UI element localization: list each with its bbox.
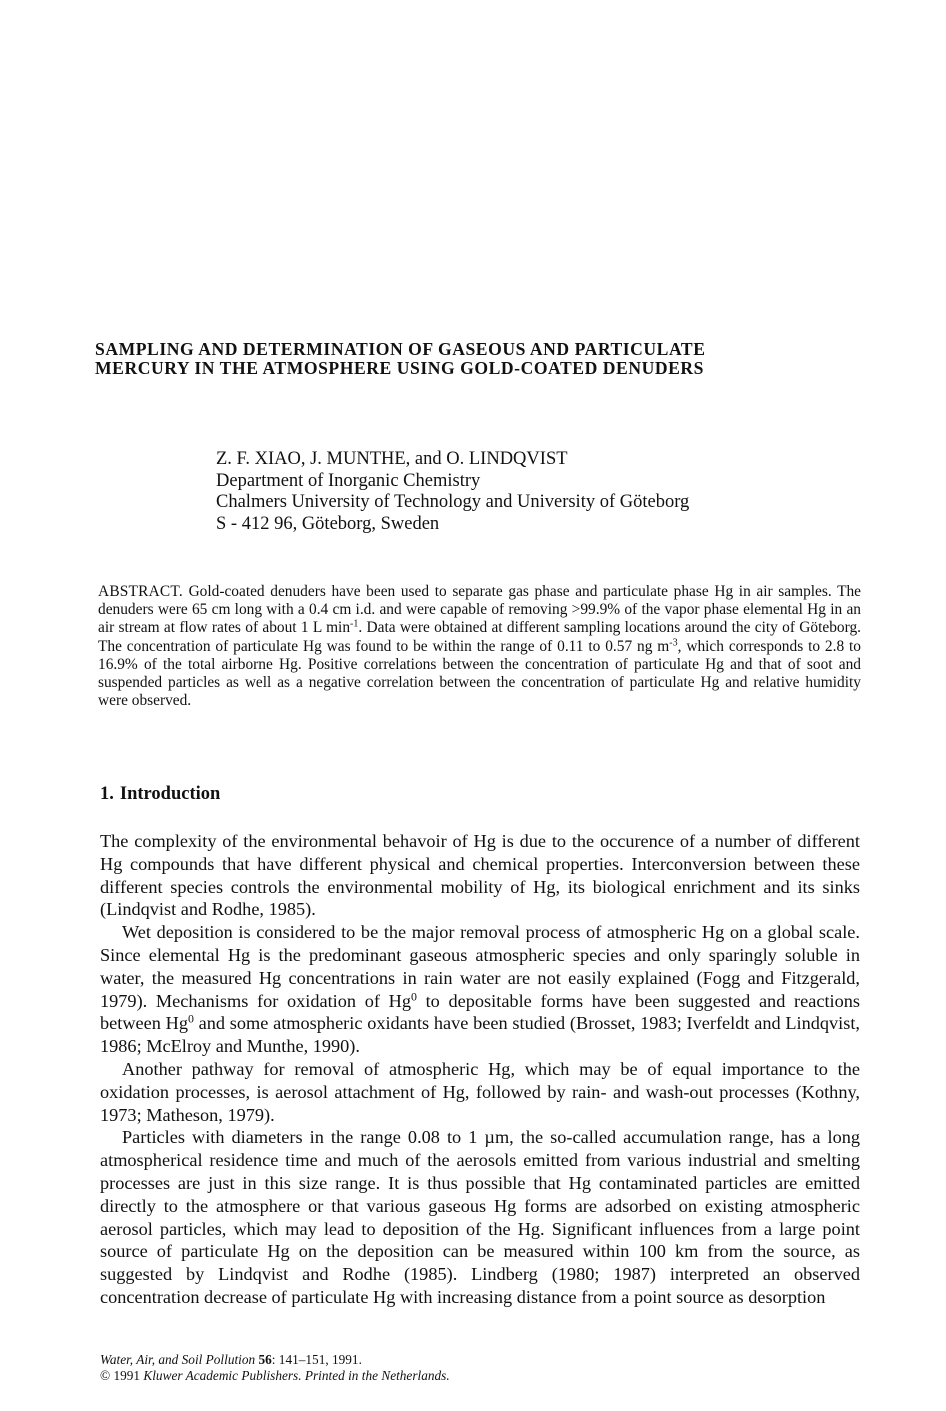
page-footer <box>100 1352 450 1385</box>
citation-line <box>100 1352 450 1368</box>
section-title: Introduction <box>119 784 221 804</box>
abstract-text-2: . Data were obtained at different sampling locations around the city of Göteborg. The concentration of particulate Hg was found to be within the range of 0.11 to 0.57 ng m <box>98 619 861 655</box>
journal-pages: : 141–151, 1991. <box>271 1352 362 1367</box>
author-department: Department of Inorganic Chemistry <box>216 470 481 491</box>
journal-volume: 56 <box>258 1352 272 1367</box>
copyright-symbol: © <box>100 1368 111 1384</box>
paragraph-2-text-c: and some atmospheric oxidants have been studied (Brosset, 1983; Iverfeldt and Lindqvist, 1986; McElroy and Munthe, 1990). <box>100 1013 860 1057</box>
paragraph-2-superscript-1: 0 <box>410 989 417 1004</box>
abstract-superscript-2: -3 <box>669 637 678 649</box>
section-number: 1. <box>100 784 114 804</box>
introduction-body <box>100 830 860 1309</box>
paragraph-3: Another pathway for removal of atmospheric Hg, which may be of equal importance to the oxidation processes, is aerosol attachment of Hg, followed by rain- and wash-out processes (Kothny, 1973; Matheson, 1979). <box>100 1058 860 1125</box>
author-address: S - 412 96, Göteborg, Sweden <box>216 513 440 534</box>
abstract-superscript-1: -1 <box>350 618 359 630</box>
publisher-text: Kluwer Academic Publishers. Printed in the Netherlands. <box>143 1368 450 1384</box>
paragraph-2-text-b: to depositable forms have been suggested and reactions between Hg <box>100 990 861 1034</box>
section-heading <box>100 784 220 805</box>
paragraph-4: Particles with diameters in the range 0.08 to 1 µm, the so-called accumulation range, has a long atmospherical residence time and much of the aerosols emitted from various industrial and smelting processes are just in this size range. It is thus possible that Hg contaminated particles are emitted directly to the atmosphere or that various gaseous Hg forms are adsorbed on existing atmospheric aerosol particles, which may lead to deposition of the Hg. Significant influences from a large point source of particulate Hg on the deposition can be measured within 100 km from the source, as suggested by Lindqvist and Rodhe (1985). Lindberg (1980; 1987) interpreted an observed concentration decrease of particulate Hg with increasing distance from a point source as desorption <box>100 1127 860 1307</box>
paragraph-1: The complexity of the environmental behavoir of Hg is due to the occurence of a number of different Hg compounds that have different physical and chemical properties. Interconversion between these different species controls the environmental mobility of Hg, its biological enrichment and its sinks (Lindqvist and Rodhe, 1985). <box>100 831 860 920</box>
copyright-line <box>100 1368 450 1384</box>
author-names: Z. F. XIAO, J. MUNTHE, and O. LINDQVIST <box>216 449 568 469</box>
paper-title <box>95 340 855 378</box>
paragraph-2-superscript-2: 0 <box>187 1011 194 1026</box>
abstract <box>98 583 861 710</box>
title-line-1: SAMPLING AND DETERMINATION OF GASEOUS AND PARTICULATE <box>95 339 706 359</box>
paragraph-2-text-a: Wet deposition is considered to be the major removal process of atmospheric Hg on a global scale. Since elemental Hg is the predominant gaseous atmospheric species and only sparingly soluble in water, the measured Hg concentrations in rain water are not easily explained (Fogg and Fitzgerald, 1979). Mechanisms for oxidation of Hg <box>100 922 860 1011</box>
abstract-label: ABSTRACT. <box>98 583 183 600</box>
journal-name: Water, Air, and Soil Pollution <box>100 1352 256 1367</box>
author-block <box>216 449 689 535</box>
title-line-2: MERCURY IN THE ATMOSPHERE USING GOLD-COATED DENUDERS <box>95 358 704 378</box>
abstract-text-1: Gold-coated denuders have been used to separate gas phase and particulate phase Hg in air samples. The denuders were 65 cm long with a 0.4 cm i.d. and were capable of removing >99.9% of the vapor phase elemental Hg in an air stream at flow rates of about 1 L min <box>98 583 861 637</box>
copyright-year: 1991 <box>113 1368 141 1384</box>
paragraph-2 <box>100 921 860 1058</box>
author-university: Chalmers University of Technology and University of Göteborg <box>216 492 690 512</box>
abstract-text-3: , which corresponds to 2.8 to 16.9% of the total airborne Hg. Positive correlations between the concentration of particulate Hg and that of soot and suspended particles as well as a negative correlation between the concentration of particulate Hg and relative humidity were observed. <box>98 637 861 710</box>
